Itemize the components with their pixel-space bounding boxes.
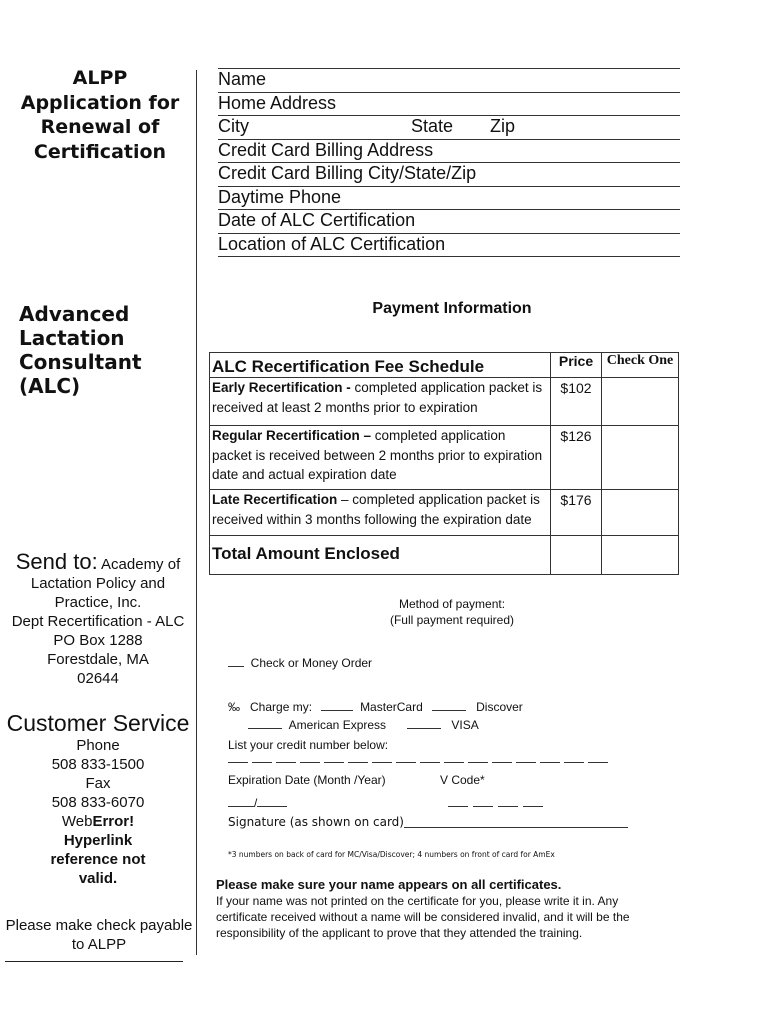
amex-label: American Express <box>288 718 387 732</box>
location-cert-field[interactable] <box>218 233 680 258</box>
send-to-block <box>0 549 196 688</box>
row-text: completed application packet is received at least 2 months prior to expiration <box>212 380 543 415</box>
amex-blank[interactable] <box>248 718 282 729</box>
vcode-field[interactable] <box>448 796 543 810</box>
city-label: City <box>218 116 249 136</box>
send-to-line: 02644 <box>77 670 119 687</box>
table-row <box>210 378 679 426</box>
row-text: completed application packet is received between 2 months prior to expiration date and actual expiration date <box>212 428 543 482</box>
daytime-phone-field[interactable] <box>218 186 680 210</box>
send-to-line: PO Box 1288 <box>53 632 143 649</box>
phone-number: 508 833-1500 <box>51 756 145 773</box>
visa-label: VISA <box>451 718 479 732</box>
mastercard-label: MasterCard <box>360 700 423 714</box>
check-one-cell[interactable] <box>602 426 679 490</box>
footnote: *3 numbers on back of card for MC/Visa/Discover; 4 numbers on front of card for AmEx <box>228 850 555 859</box>
total-label: Total Amount Enclosed <box>210 536 551 575</box>
form-title <box>10 66 190 164</box>
alc-line: Consultant (ALC) <box>19 350 142 398</box>
applicant-fields <box>218 68 680 257</box>
table-row <box>210 490 679 536</box>
customer-service-block <box>0 710 196 888</box>
expiration-label: Expiration Date (Month /Year) <box>228 773 386 787</box>
cc-billing-csz-field[interactable] <box>218 162 680 186</box>
send-to-line: Dept Recertification - ALC <box>11 613 185 630</box>
total-price-cell[interactable] <box>551 536 602 575</box>
check-one-header: Check One <box>602 353 679 378</box>
charge-row-2 <box>248 718 479 732</box>
state-label: State <box>411 116 454 136</box>
signature-field[interactable] <box>404 827 628 828</box>
row-price: $102 <box>551 378 602 426</box>
discover-label: Discover <box>476 700 523 714</box>
method-line: (Full payment required) <box>389 613 515 627</box>
charge-symbol: ‰ <box>228 700 240 714</box>
date-cert-field[interactable] <box>218 209 680 233</box>
check-one-cell[interactable] <box>602 490 679 536</box>
discover-blank[interactable] <box>432 700 466 711</box>
row-label: Early Recertification - <box>212 380 351 395</box>
title-line: Application for <box>20 91 180 114</box>
city-state-zip-field[interactable] <box>218 115 680 139</box>
fee-schedule-table <box>209 352 679 575</box>
check-one-cell[interactable] <box>602 378 679 426</box>
fax-label: Fax <box>85 775 111 792</box>
cc-billing-address-label: Credit Card Billing Address <box>218 139 434 160</box>
column-divider <box>196 70 197 955</box>
check-money-order-option[interactable] <box>228 656 372 670</box>
credit-card-number-field[interactable] <box>228 752 618 766</box>
payable-line: to ALPP <box>71 936 127 953</box>
send-to-line: Academy of <box>101 556 181 573</box>
mastercard-blank[interactable] <box>321 700 353 711</box>
alc-line: Advanced <box>19 302 130 326</box>
fax-number: 508 833-6070 <box>51 794 145 811</box>
send-to-line: Forestdale, MA <box>47 651 149 668</box>
alc-line: Lactation <box>19 326 125 350</box>
payable-note <box>0 916 198 954</box>
title-line: ALPP <box>72 67 128 89</box>
cc-billing-address-field[interactable] <box>218 139 680 163</box>
row-label: Late Recertification <box>212 492 338 507</box>
bottom-rule <box>5 961 183 962</box>
send-to-line: Practice, Inc. <box>54 594 142 611</box>
payable-line: Please make check payable <box>5 917 193 934</box>
blank-line <box>228 656 244 667</box>
notice-text: If your name was not printed on the certificate for you, please write it in. Any certificate received without a name will be considered invalid, and it will be the responsibility of the applicant to prove that they attended the training. <box>216 894 630 940</box>
home-address-field[interactable] <box>218 92 680 116</box>
send-to-line: Lactation Policy and <box>30 575 166 592</box>
name-label: Name <box>218 69 267 89</box>
fee-schedule-header: ALC Recertification Fee Schedule <box>210 353 551 378</box>
vcode-label: V Code* <box>440 773 485 787</box>
row-label: Regular Recertification – <box>212 428 372 443</box>
signature-label: Signature (as shown on card) <box>228 815 404 829</box>
expiration-field[interactable]: / <box>228 796 287 810</box>
cc-billing-csz-label: Credit Card Billing City/State/Zip <box>218 163 477 183</box>
row-text: – completed application packet is received within 3 months following the expiration date <box>212 492 540 527</box>
web-error: Error! <box>92 813 135 830</box>
row-price: $176 <box>551 490 602 536</box>
notice-heading: Please make sure your name appears on all certificates. <box>216 877 562 892</box>
web-error-line: reference not <box>50 851 146 868</box>
location-cert-label: Location of ALC Certification <box>218 233 446 254</box>
phone-label: Phone <box>76 737 120 754</box>
web-error-line: Hyperlink <box>63 832 133 849</box>
method-of-payment <box>348 596 556 628</box>
title-line: Certification <box>33 140 167 163</box>
web-error-line: valid. <box>78 870 118 887</box>
charge-my-label: Charge my: <box>250 700 313 714</box>
alc-heading <box>19 302 199 398</box>
certificate-notice <box>216 877 666 941</box>
table-row <box>210 426 679 490</box>
payment-title: Payment Information <box>372 300 532 317</box>
method-line: Method of payment: <box>398 597 506 611</box>
home-address-label: Home Address <box>218 92 337 113</box>
price-header: Price <box>551 353 602 378</box>
send-to-heading: Send to: <box>15 549 98 574</box>
name-field[interactable] <box>218 68 680 92</box>
check-money-order-label: Check or Money Order <box>250 656 373 670</box>
daytime-phone-label: Daytime Phone <box>218 186 342 207</box>
row-price: $126 <box>551 426 602 490</box>
visa-blank[interactable] <box>407 718 441 729</box>
date-cert-label: Date of ALC Certification <box>218 210 416 230</box>
total-check-cell[interactable] <box>602 536 679 575</box>
customer-service-heading: Customer Service <box>6 710 190 736</box>
web-label: Web <box>61 813 93 830</box>
title-line: Renewal of <box>40 116 160 138</box>
list-cc-label: List your credit number below: <box>228 738 389 752</box>
zip-label: Zip <box>490 116 516 136</box>
charge-my-option[interactable] <box>228 700 523 714</box>
